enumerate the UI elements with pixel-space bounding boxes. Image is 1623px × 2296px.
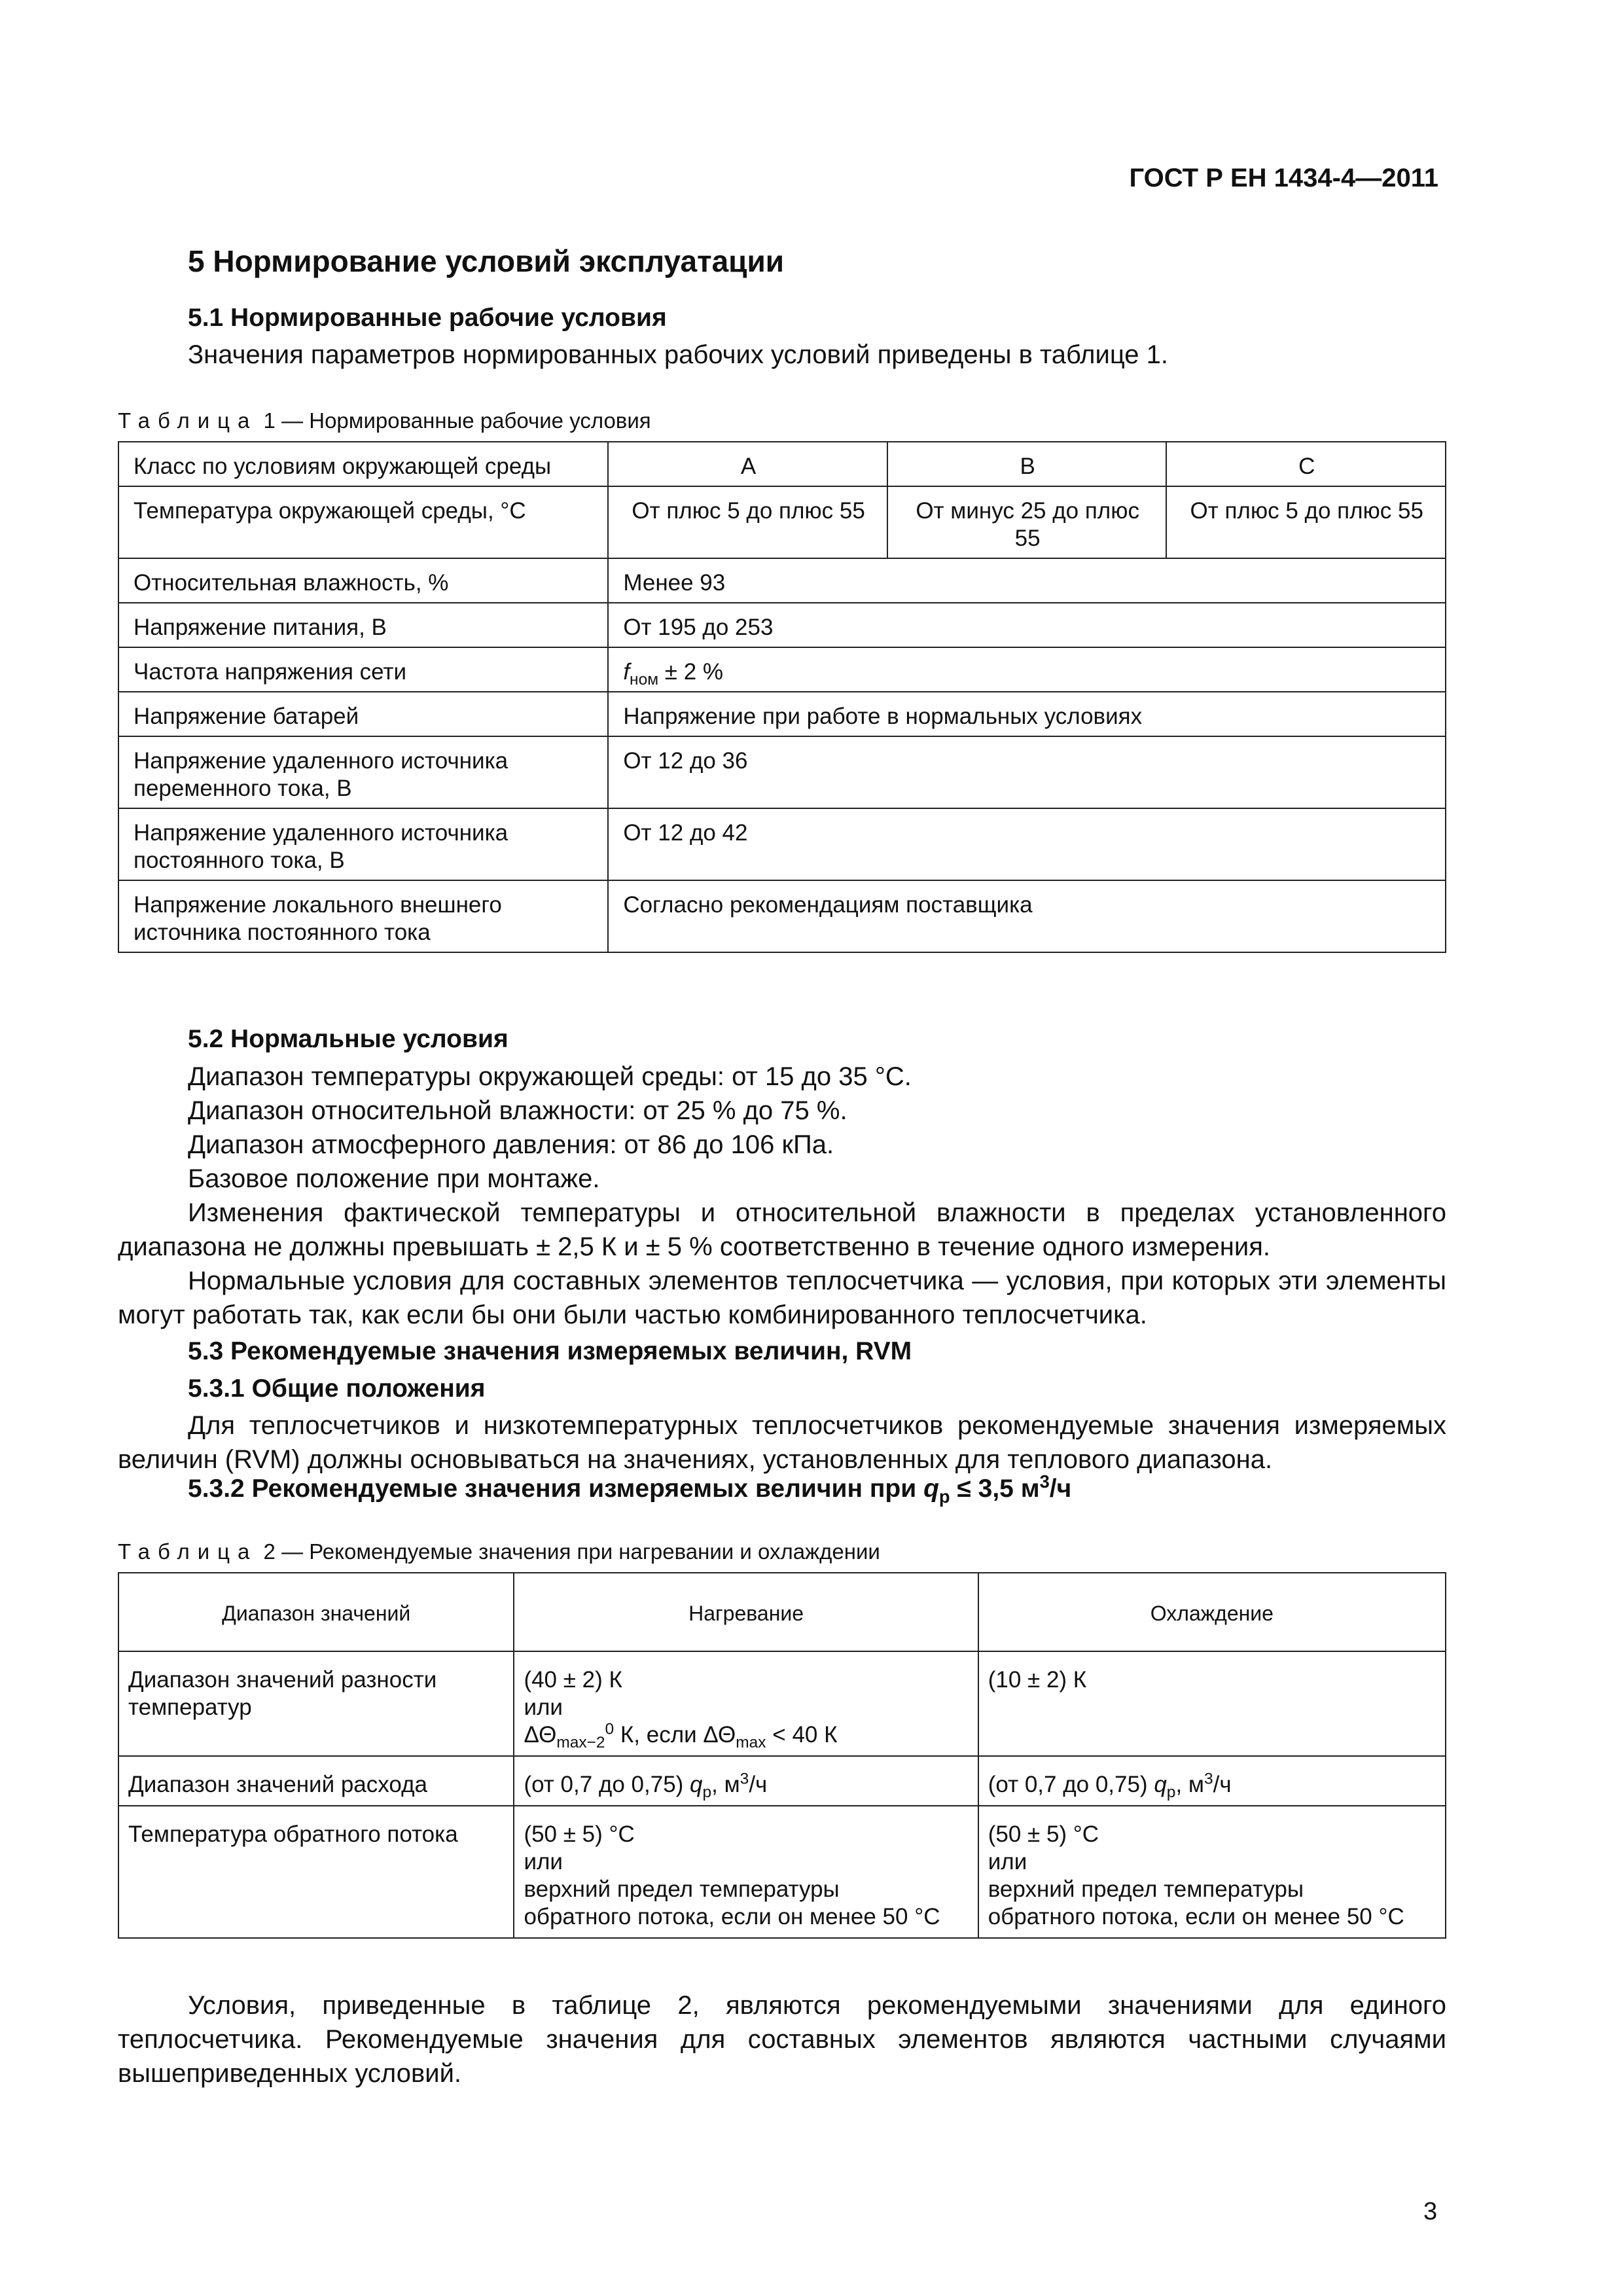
table-row xyxy=(118,880,1446,952)
section-5-2-paragraphs xyxy=(118,1196,1446,1332)
table-cell: (от 0,7 до 0,75) $q_p$, $м^3/ч$ xyxy=(978,1756,1446,1806)
paragraph: Нормальные условия для составных элементов теплосчетчика — условия, при которых эти элементы могут работать так, как если бы они были частью комбинированного теплосчетчика. xyxy=(118,1266,1446,1329)
table-cell: Температура окружающей среды, °C xyxy=(118,486,608,558)
table-cell: Напряжение удаленного источника постоянного тока, В xyxy=(118,808,608,880)
section-5-3-1-text xyxy=(118,1408,1446,1477)
table-cell: $f_{ном} \pm 2$ % xyxy=(608,647,1446,692)
table-cell: От 12 до 36 xyxy=(608,736,1446,808)
table-cell: Температура обратного потока xyxy=(118,1806,514,1938)
table-cell: Напряжение питания, В xyxy=(118,603,608,647)
table-header-cell: Охлаждение xyxy=(978,1573,1446,1651)
table-cell: Согласно рекомендациям поставщика xyxy=(608,880,1446,952)
table-cell: (10 ± 2) К xyxy=(978,1651,1446,1756)
section-5-2-line: Диапазон температуры окружающей среды: от 15 до 35 °C. xyxy=(188,1062,912,1091)
section-5-3-2-title: 5.3.2 Рекомендуемые значения измеряемых величин при $q_p \le 3,5$ $м^3/ч$ xyxy=(188,1471,1072,1507)
table-cell: (50 ± 5) °C или верхний предел температуры обратного потока, если он менее 50 °C xyxy=(514,1806,978,1938)
table-cell: Напряжение при работе в нормальных условиях xyxy=(608,692,1446,736)
table-cell: (от 0,7 до 0,75) $q_p$, $м^3/ч$ xyxy=(514,1756,978,1806)
table-row xyxy=(118,558,1446,603)
table-row xyxy=(118,1806,1446,1938)
table-header-cell: Диапазон значений xyxy=(118,1573,514,1651)
paragraph: Условия, приведенные в таблице 2, являются рекомендуемыми значениями для единого теплосчетчика. Рекомендуемые значения для составных элементов являются частными случаями вышеприведенных условий. xyxy=(118,1991,1446,2088)
table-cell: Менее 93 xyxy=(608,558,1446,603)
section-5-title: 5 Нормирование условий эксплуатации xyxy=(188,244,785,278)
document-id: ГОСТ Р ЕН 1434-4—2011 xyxy=(1129,164,1438,192)
table-2 xyxy=(118,1572,1446,1939)
table-cell: (50 ± 5) °C или верхний предел температуры обратного потока, если он менее 50 °C xyxy=(978,1806,1446,1938)
table-header-cell: Нагревание xyxy=(514,1573,978,1651)
table-cell: Относительная влажность, % xyxy=(118,558,608,603)
paragraph: Для теплосчетчиков и низкотемпературных теплосчетчиков рекомендуемые значения измеряемых величин (RVM) должны основываться на значениях, установленных для теплового диапазона. xyxy=(118,1411,1446,1474)
section-5-1-text: Значения параметров нормированных рабочих условий приведены в таблице 1. xyxy=(188,340,1169,369)
closing-paragraph xyxy=(118,1988,1446,2090)
table-header-cell: C xyxy=(1166,442,1446,486)
section-5-2-line: Диапазон атмосферного давления: от 86 до 106 кПа. xyxy=(188,1130,834,1159)
table-header-cell: Класс по условиям окружающей среды xyxy=(118,442,608,486)
table-cell: Диапазон значений расхода xyxy=(118,1756,514,1806)
table-cell: Диапазон значений разности температур xyxy=(118,1651,514,1756)
table-1-caption: Таблица 1 — Нормированные рабочие условия xyxy=(118,408,651,433)
table-cell: От 12 до 42 xyxy=(608,808,1446,880)
table-row xyxy=(118,442,1446,486)
table-cell: От минус 25 до плюс 55 xyxy=(887,486,1167,558)
table-cell: От плюс 5 до плюс 55 xyxy=(1166,486,1446,558)
table-cell: (40 ± 2) К или $\Delta\Theta_{max-2}^0$ К, если $\Delta\Theta_{max} < 40$ К xyxy=(514,1651,978,1756)
table-header-cell: A xyxy=(608,442,887,486)
table-cell: Напряжение локального внешнего источника постоянного тока xyxy=(118,880,608,952)
paragraph: Изменения фактической температуры и относительной влажности в пределах установленного диапазона не должны превышать ± 2,5 К и ± 5 % соответственно в течение одного измерения. xyxy=(118,1198,1446,1261)
section-5-2-title: 5.2 Нормальные условия xyxy=(188,1025,508,1053)
table-row xyxy=(118,1756,1446,1806)
table-row xyxy=(118,486,1446,558)
table-cell: Частота напряжения сети xyxy=(118,647,608,692)
table-row xyxy=(118,692,1446,736)
page-number: 3 xyxy=(1423,2198,1438,2225)
table-row xyxy=(118,603,1446,647)
section-5-2-line: Базовое положение при монтаже. xyxy=(188,1164,600,1193)
table-row xyxy=(118,1573,1446,1651)
table-2-caption: Таблица 2 — Рекомендуемые значения при нагревании и охлаждении xyxy=(118,1539,880,1564)
section-5-3-title: 5.3 Рекомендуемые значения измеряемых величин, RVM xyxy=(188,1337,912,1365)
section-5-3-1-title: 5.3.1 Общие положения xyxy=(188,1374,486,1403)
table-1 xyxy=(118,441,1446,953)
section-5-2-line: Диапазон относительной влажности: от 25 % до 75 %. xyxy=(188,1096,847,1125)
table-row xyxy=(118,736,1446,808)
section-5-1-title: 5.1 Нормированные рабочие условия xyxy=(188,304,667,332)
table-row xyxy=(118,1651,1446,1756)
table-cell: Напряжение удаленного источника переменного тока, В xyxy=(118,736,608,808)
table-row xyxy=(118,647,1446,692)
table-cell: От 195 до 253 xyxy=(608,603,1446,647)
table-cell: Напряжение батарей xyxy=(118,692,608,736)
table-row xyxy=(118,808,1446,880)
table-header-cell: B xyxy=(887,442,1167,486)
table-cell: От плюс 5 до плюс 55 xyxy=(608,486,887,558)
